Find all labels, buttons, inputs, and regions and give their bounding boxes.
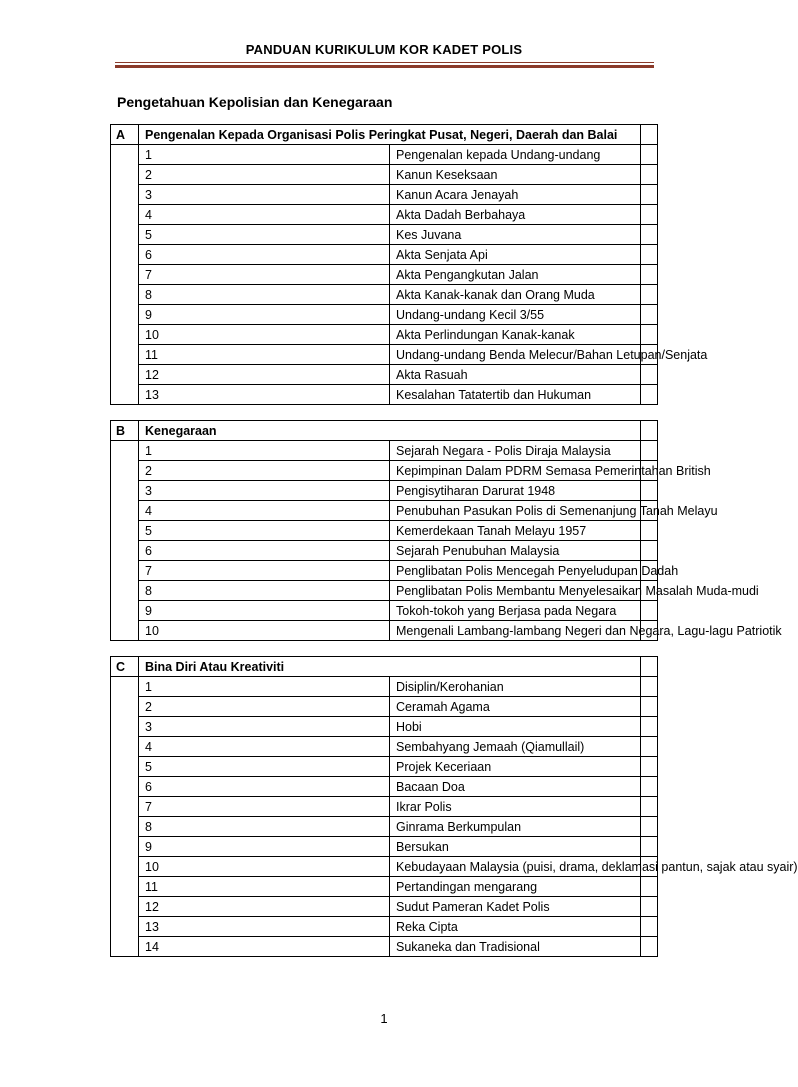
indent-cell [111,737,139,757]
header-divider-thick [115,65,654,68]
table-row [111,285,658,305]
indent-cell [111,621,139,641]
table-row [111,165,658,185]
item-check-cell [641,601,658,621]
table-row [111,797,658,817]
page-header-title: PANDUAN KURIKULUM KOR KADET POLIS [245,42,523,57]
item-check-cell [641,717,658,737]
indent-cell [111,365,139,385]
item-number: 3 [139,185,390,205]
section-a-table [110,124,708,405]
item-text: Hobi [390,717,641,737]
table-row [111,697,658,717]
item-check-cell [641,877,658,897]
item-check-cell [641,737,658,757]
table-row [111,461,658,481]
item-text: Penubuhan Pasukan Polis di Semenanjung Tanah Melayu [390,501,641,521]
item-check-cell [641,185,658,205]
item-check-cell [641,165,658,185]
item-number: 2 [139,697,390,717]
item-check-cell [641,777,658,797]
item-text: Bersukan [390,837,641,857]
item-check-cell [641,897,658,917]
indent-cell [111,165,139,185]
table-row [111,345,658,365]
item-check-cell [641,677,658,697]
item-number: 8 [139,581,390,601]
table-row [111,265,658,285]
section-letter: B [111,421,139,441]
table-row [111,581,658,601]
item-number: 9 [139,837,390,857]
item-check-cell [641,937,658,957]
item-text: Ceramah Agama [390,697,641,717]
document-title: Pengetahuan Kepolisian dan Kenegaraan [117,94,393,110]
item-text: Mengenali Lambang-lambang Negeri dan Negara, Lagu-lagu Patriotik [390,621,641,641]
item-number: 8 [139,817,390,837]
item-check-cell [641,245,658,265]
indent-cell [111,385,139,405]
indent-cell [111,697,139,717]
section-check-cell [641,657,658,677]
table-row [111,305,658,325]
table-row [111,325,658,345]
section-letter: C [111,657,139,677]
item-check-cell [641,225,658,245]
table-row [111,717,658,737]
item-number: 4 [139,205,390,225]
item-number: 13 [139,917,390,937]
table-row [111,937,658,957]
indent-cell [111,937,139,957]
item-number: 6 [139,541,390,561]
indent-cell [111,225,139,245]
item-number: 7 [139,265,390,285]
indent-cell [111,857,139,877]
indent-cell [111,205,139,225]
table-row [111,757,658,777]
item-check-cell [641,541,658,561]
item-number: 1 [139,677,390,697]
item-check-cell [641,145,658,165]
indent-cell [111,757,139,777]
indent-cell [111,145,139,165]
item-text: Pertandingan mengarang [390,877,641,897]
item-number: 2 [139,461,390,481]
item-text: Akta Senjata Api [390,245,641,265]
section-header-row [111,421,658,441]
table-row [111,737,658,757]
item-number: 1 [139,145,390,165]
item-text: Sukaneka dan Tradisional [390,937,641,957]
table-row [111,225,658,245]
table-row [111,777,658,797]
item-number: 4 [139,737,390,757]
item-number: 10 [139,621,390,641]
table-row [111,245,658,265]
item-number: 12 [139,365,390,385]
item-number: 6 [139,245,390,265]
item-check-cell [641,365,658,385]
section-title: Bina Diri Atau Kreativiti [139,657,641,677]
item-number: 13 [139,385,390,405]
item-text: Akta Rasuah [390,365,641,385]
item-text: Undang-undang Kecil 3/55 [390,305,641,325]
item-text: Sembahyang Jemaah (Qiamullail) [390,737,641,757]
section-a [110,124,708,405]
indent-cell [111,717,139,737]
table-row [111,145,658,165]
table-row [111,541,658,561]
item-text: Kepimpinan Dalam PDRM Semasa Pemerintahan British [390,461,641,481]
table-row [111,205,658,225]
table-row [111,897,658,917]
item-text: Pengisytiharan Darurat 1948 [390,481,641,501]
item-number: 10 [139,325,390,345]
section-header-row [111,657,658,677]
item-text: Sejarah Penubuhan Malaysia [390,541,641,561]
indent-cell [111,441,139,461]
item-number: 14 [139,937,390,957]
section-b-table [110,420,782,641]
item-check-cell [641,441,658,461]
item-text: Kesalahan Tatatertib dan Hukuman [390,385,641,405]
indent-cell [111,265,139,285]
indent-cell [111,461,139,481]
item-check-cell [641,305,658,325]
table-row [111,817,658,837]
item-text: Akta Perlindungan Kanak-kanak [390,325,641,345]
item-number: 1 [139,441,390,461]
item-text: Reka Cipta [390,917,641,937]
item-check-cell [641,385,658,405]
item-text: Undang-undang Benda Melecur/Bahan Letupan/Senjata [390,345,641,365]
item-check-cell [641,325,658,345]
indent-cell [111,777,139,797]
indent-cell [111,797,139,817]
item-number: 11 [139,345,390,365]
section-b [110,420,782,641]
item-number: 7 [139,561,390,581]
item-text: Akta Dadah Berbahaya [390,205,641,225]
item-number: 10 [139,857,390,877]
table-row [111,365,658,385]
item-number: 8 [139,285,390,305]
table-row [111,385,658,405]
item-check-cell [641,837,658,857]
indent-cell [111,917,139,937]
section-check-cell [641,421,658,441]
item-text: Tokoh-tokoh yang Berjasa pada Negara [390,601,641,621]
item-text: Pengenalan kepada Undang-undang [390,145,641,165]
table-row [111,917,658,937]
item-text: Sudut Pameran Kadet Polis [390,897,641,917]
header-divider-thin [115,62,654,63]
item-text: Kes Juvana [390,225,641,245]
item-text: Kebudayaan Malaysia (puisi, drama, deklamasi pantun, sajak atau syair) [390,857,641,877]
item-text: Projek Keceriaan [390,757,641,777]
item-check-cell [641,797,658,817]
table-row [111,601,658,621]
item-number: 3 [139,717,390,737]
item-number: 5 [139,757,390,777]
item-text: Kanun Acara Jenayah [390,185,641,205]
item-number: 9 [139,305,390,325]
item-text: Kemerdekaan Tanah Melayu 1957 [390,521,641,541]
item-check-cell [641,697,658,717]
item-text: Ikrar Polis [390,797,641,817]
section-letter: A [111,125,139,145]
item-check-cell [641,265,658,285]
item-text: Disiplin/Kerohanian [390,677,641,697]
table-row [111,857,658,877]
section-c-table [110,656,798,957]
table-row [111,185,658,205]
table-row [111,837,658,857]
indent-cell [111,581,139,601]
item-check-cell [641,757,658,777]
item-number: 5 [139,521,390,541]
item-text: Kanun Keseksaan [390,165,641,185]
section-title: Pengenalan Kepada Organisasi Polis Peringkat Pusat, Negeri, Daerah dan Balai [139,125,641,145]
item-number: 3 [139,481,390,501]
item-number: 5 [139,225,390,245]
item-check-cell [641,917,658,937]
item-check-cell [641,817,658,837]
item-number: 12 [139,897,390,917]
indent-cell [111,677,139,697]
item-number: 9 [139,601,390,621]
item-text: Bacaan Doa [390,777,641,797]
table-row [111,677,658,697]
indent-cell [111,285,139,305]
indent-cell [111,601,139,621]
item-number: 11 [139,877,390,897]
table-row [111,441,658,461]
item-check-cell [641,521,658,541]
item-check-cell [641,205,658,225]
section-check-cell [641,125,658,145]
indent-cell [111,325,139,345]
indent-cell [111,305,139,325]
item-number: 4 [139,501,390,521]
indent-cell [111,837,139,857]
table-row [111,877,658,897]
table-row [111,521,658,541]
section-title: Kenegaraan [139,421,641,441]
item-text: Ginrama Berkumpulan [390,817,641,837]
indent-cell [111,185,139,205]
item-text: Akta Pengangkutan Jalan [390,265,641,285]
item-number: 2 [139,165,390,185]
item-check-cell [641,285,658,305]
table-row [111,561,658,581]
item-text: Akta Kanak-kanak dan Orang Muda [390,285,641,305]
indent-cell [111,897,139,917]
indent-cell [111,245,139,265]
indent-cell [111,541,139,561]
section-header-row [111,125,658,145]
item-text: Penglibatan Polis Membantu Menyelesaikan Masalah Muda-mudi [390,581,641,601]
table-row [111,621,658,641]
item-check-cell [641,481,658,501]
indent-cell [111,345,139,365]
indent-cell [111,561,139,581]
table-row [111,481,658,501]
indent-cell [111,481,139,501]
item-number: 6 [139,777,390,797]
section-c [110,656,798,957]
item-text: Penglibatan Polis Mencegah Penyeludupan Dadah [390,561,641,581]
item-text: Sejarah Negara - Polis Diraja Malaysia [390,441,641,461]
item-number: 7 [139,797,390,817]
indent-cell [111,877,139,897]
indent-cell [111,501,139,521]
page-number: 1 [380,1011,388,1026]
indent-cell [111,521,139,541]
indent-cell [111,817,139,837]
table-row [111,501,658,521]
